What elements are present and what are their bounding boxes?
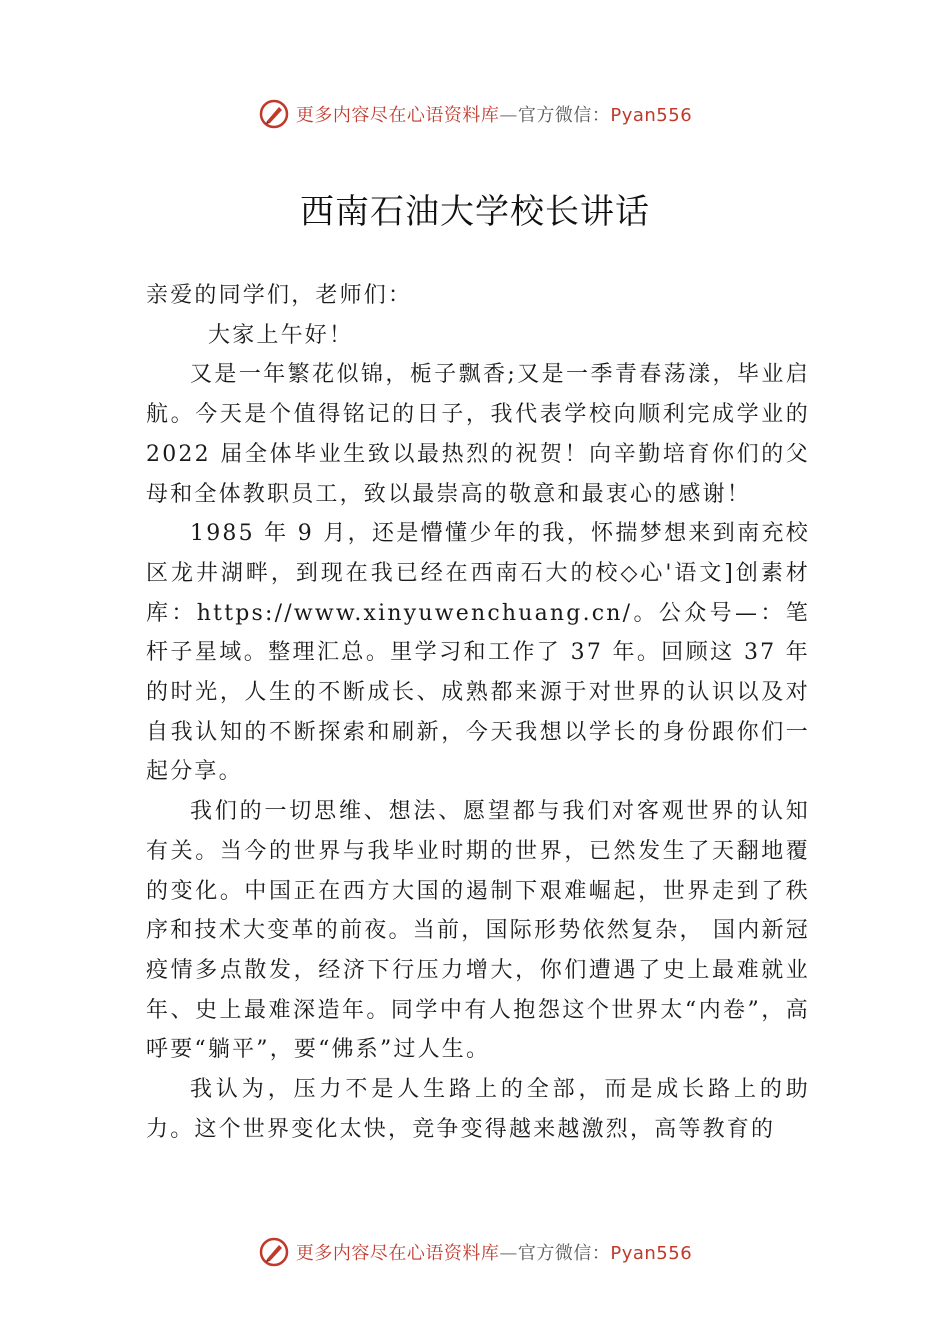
watermark-text <box>296 1239 692 1265</box>
watermark-footer <box>0 1232 950 1272</box>
pen-circle-logo-icon <box>258 98 290 130</box>
watermark-header <box>0 94 950 134</box>
watermark-wechat-label: 官方微信： <box>517 105 611 126</box>
watermark-separator: — <box>499 105 518 126</box>
watermark-text <box>296 101 692 127</box>
watermark-wechat-label: 官方微信： <box>517 1243 611 1264</box>
watermark-site: 更多内容尽在心语资料库 <box>295 105 500 126</box>
pen-circle-logo-icon <box>258 1236 290 1268</box>
paragraph: 又是一年繁花似锦，栀子飘香;又是一季青春荡漾，毕业启航。今天是个值得铭记的日子，我代表学校向顺利完成学业的 2022 届全体毕业生致以最热烈的祝贺！向辛勤培育你们的父母和全体教职员工，致以最崇高的敬意和最衷心的感谢！ <box>146 362 810 507</box>
paragraph: 1985 年 9 月，还是懵懂少年的我，怀揣梦想来到南充校区龙井湖畔，到现在我已经在西南石大的校◇心'语文]创素材库：https://www.xinyuwenchuang.cn/。公众号—：笔杆子星域。整理汇总。里学习和工作了 37 年。回顾这 37 年的时光，人生的不断成长、成熟都来源于对世界的认识以及对自我认知的不断探索和刷新，今天我想以学长的身份跟你们一起分享。 <box>146 521 810 785</box>
paragraph: 我认为，压力不是人生路上的全部，而是成长路上的助力。这个世界变化太快，竞争变得越来越激烈，高等教育的 <box>146 1077 810 1142</box>
watermark-wechat-id: Pyan556 <box>610 105 693 126</box>
paragraph: 我们的一切思维、想法、愿望都与我们对客观世界的认知有关。当今的世界与我毕业时期的世界，已然发生了天翻地覆的变化。中国正在西方大国的遏制下艰难崛起，世界走到了秩序和技术大变革的前夜。当前，国际形势依然复杂， 国内新冠疫情多点散发，经济下行压力增大，你们遭遇了史上最难就业年、史上最难深造年。同学中有人抱怨这个世界太“内卷”，高呼要“躺平”，要“佛系”过人生。 <box>146 799 810 1063</box>
greeting: 大家上午好！ <box>208 322 354 348</box>
watermark-separator: — <box>499 1243 518 1264</box>
watermark-site: 更多内容尽在心语资料库 <box>295 1243 500 1264</box>
watermark-wechat-id: Pyan556 <box>610 1243 693 1264</box>
document-title: 西南石油大学校长讲话 <box>300 192 650 232</box>
salutation: 亲爱的同学们，老师们： <box>146 283 413 308</box>
document-body <box>146 276 810 1149</box>
